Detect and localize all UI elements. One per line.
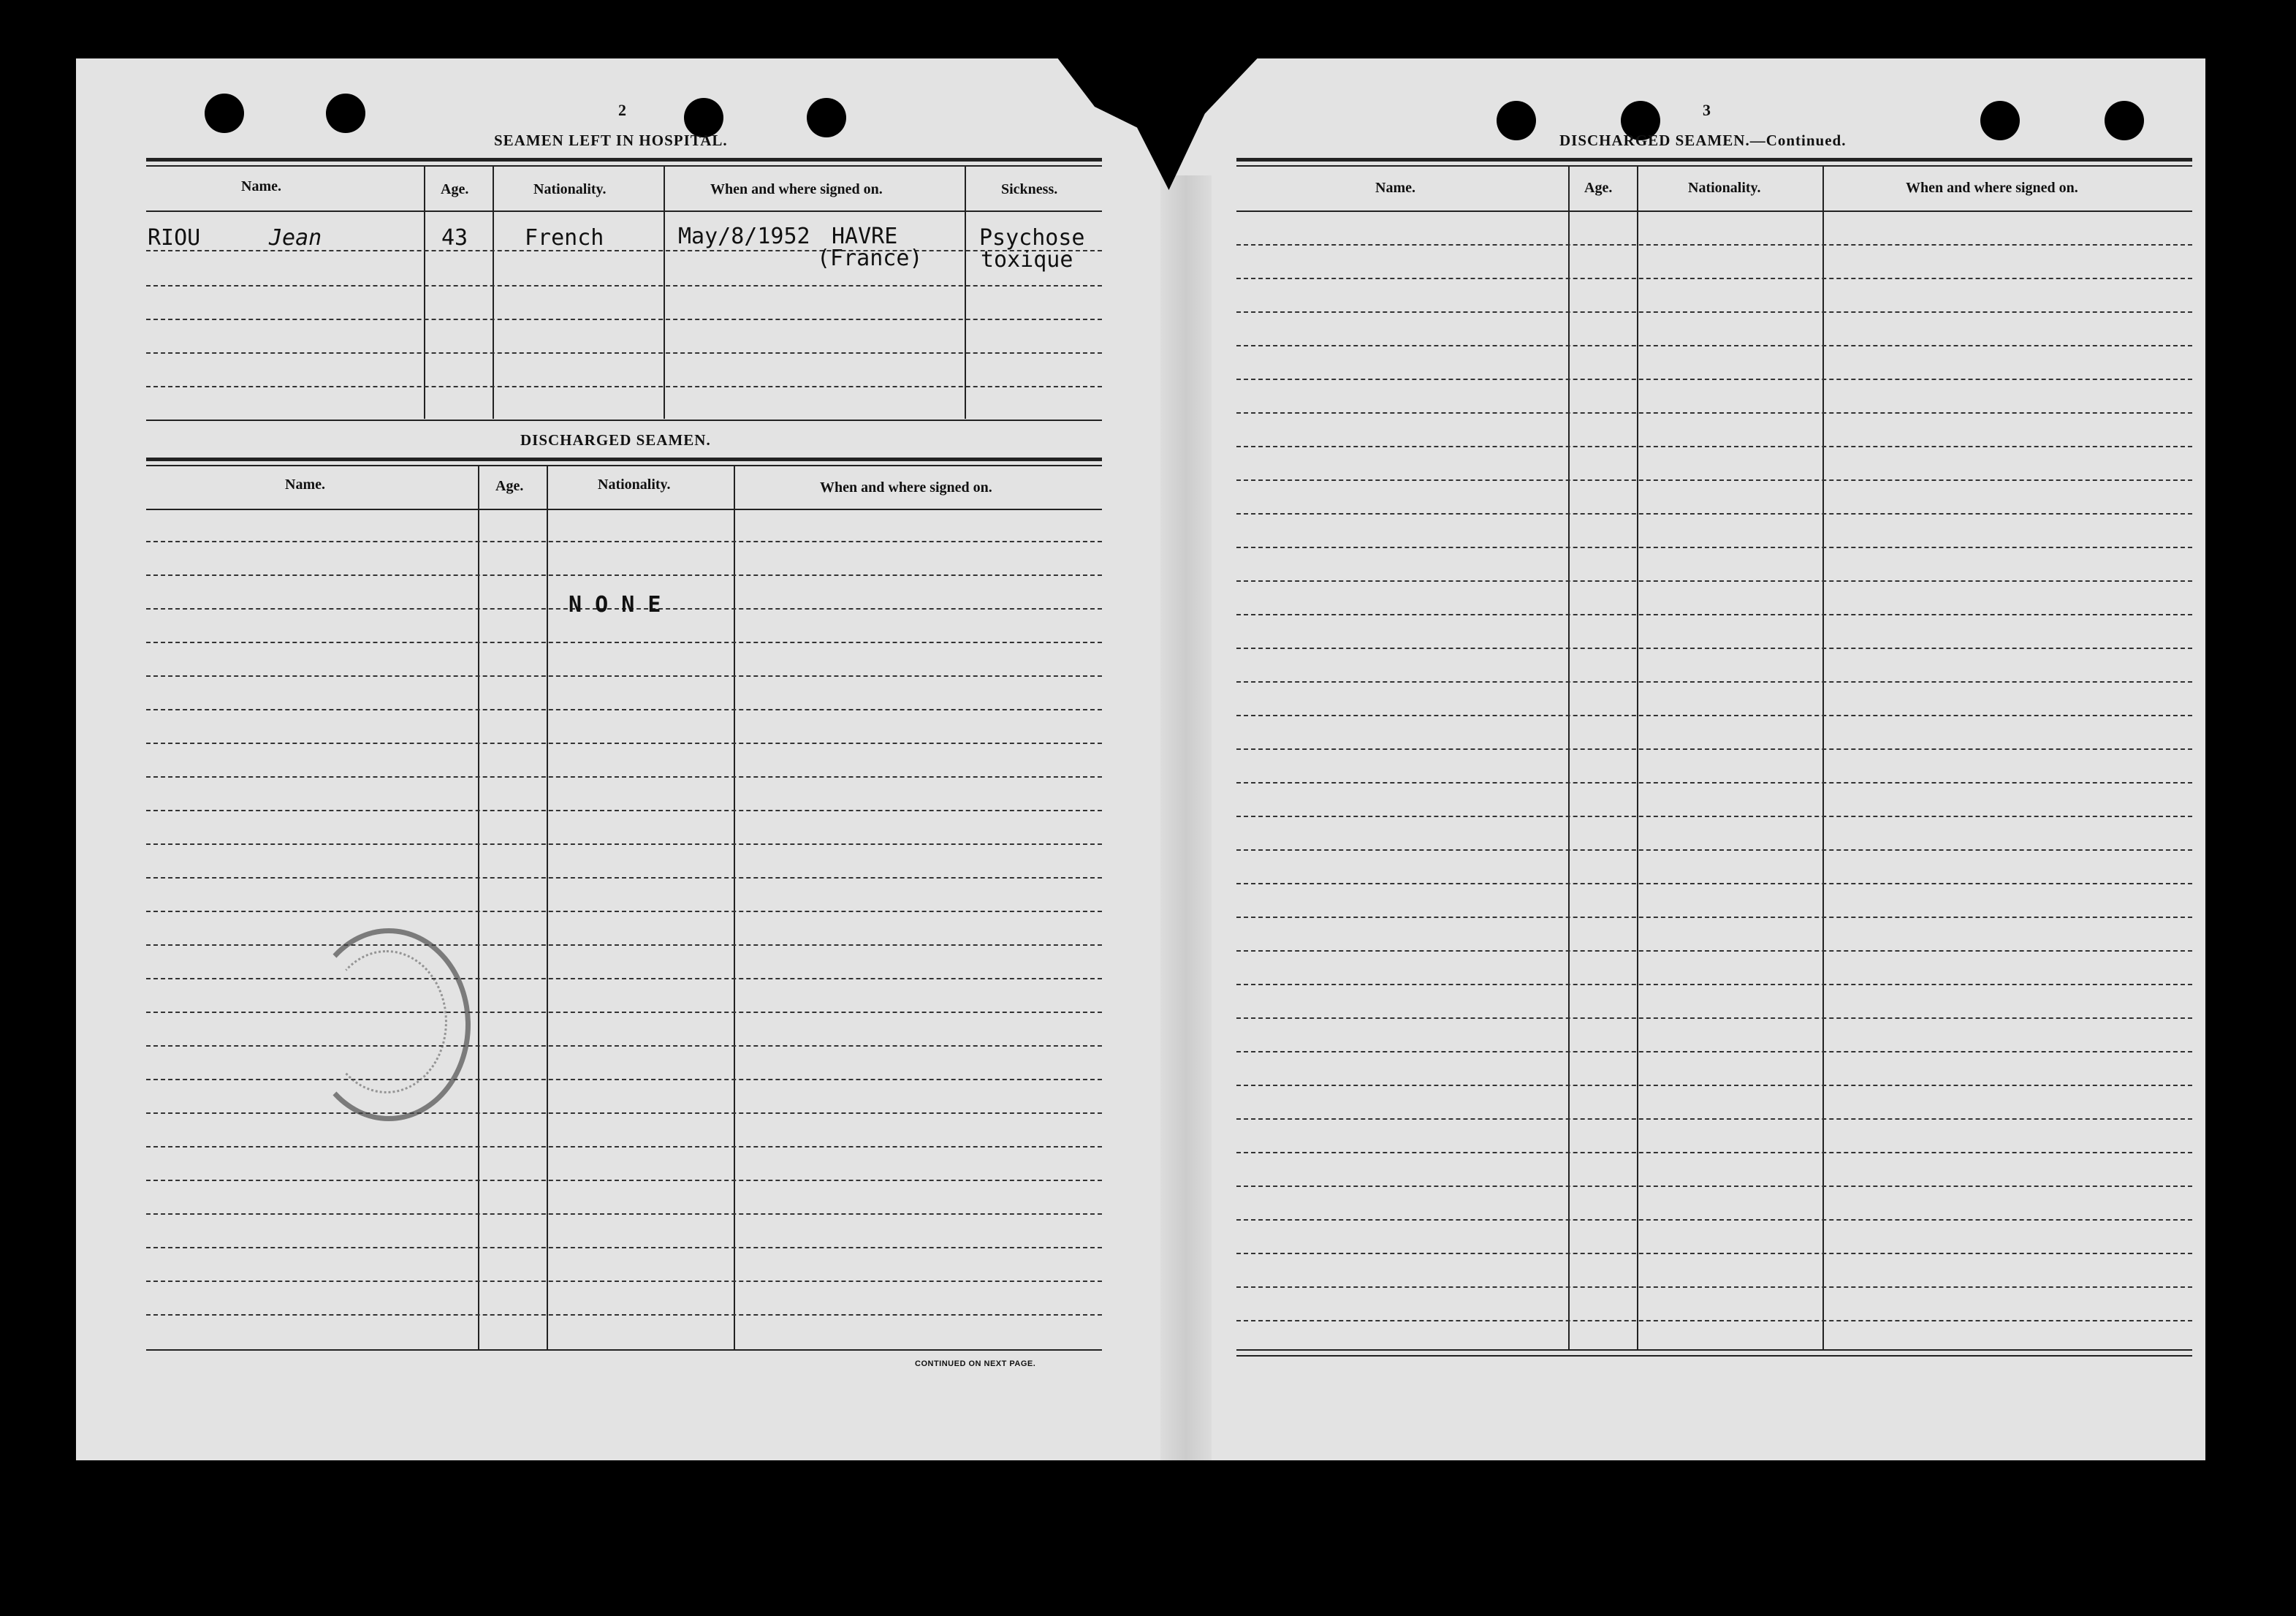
column-header-age: Age. [441, 181, 469, 197]
document-sheet [76, 58, 2205, 1460]
punch-hole [326, 94, 365, 133]
discharged-continued-title: DISCHARGED SEAMEN.—Continued. [1559, 132, 1847, 149]
entry-signed-date: May/8/1952 [678, 224, 810, 249]
punch-hole [1497, 101, 1536, 140]
column-header-nationality: Nationality. [1688, 180, 1761, 196]
punch-hole [807, 98, 846, 137]
continued-note: CONTINUED ON NEXT PAGE. [915, 1359, 1036, 1368]
page-number: 3 [1703, 101, 1711, 119]
entry-nationality: French [525, 225, 604, 251]
hospital-section-title: SEAMEN LEFT IN HOSPITAL. [494, 132, 728, 149]
entry-sickness-line2: toxique [981, 247, 1073, 273]
entry-signed-country: (France) [817, 246, 923, 271]
column-header-signed-on: When and where signed on. [1906, 180, 2078, 196]
column-header-name: Name. [241, 178, 281, 194]
column-header-name: Name. [1375, 180, 1415, 196]
entry-signed-place: HAVRE [832, 224, 898, 249]
column-header-age: Age. [495, 478, 524, 494]
entry-given-name: Jean [269, 225, 322, 251]
column-header-age: Age. [1584, 180, 1613, 196]
column-header-name: Name. [285, 477, 325, 493]
none-entry: N O N E [569, 592, 661, 618]
column-header-signed-on: When and where signed on. [710, 181, 883, 197]
punch-hole [2105, 101, 2144, 140]
entry-sickness-line1: Psychose [979, 225, 1085, 251]
entry-age: 43 [441, 225, 468, 251]
center-fold [1160, 175, 1212, 1462]
punch-hole [1980, 101, 2020, 140]
column-header-sickness: Sickness. [1001, 181, 1058, 197]
entry-surname: RIOU [148, 225, 201, 251]
column-header-signed-on: When and where signed on. [820, 479, 992, 496]
discharged-section-title: DISCHARGED SEAMEN. [520, 431, 711, 449]
column-header-nationality: Nationality. [598, 477, 671, 493]
circular-stamp-ring [326, 950, 447, 1093]
page-number: 2 [618, 101, 626, 119]
punch-hole [205, 94, 244, 133]
column-header-nationality: Nationality. [533, 181, 607, 197]
